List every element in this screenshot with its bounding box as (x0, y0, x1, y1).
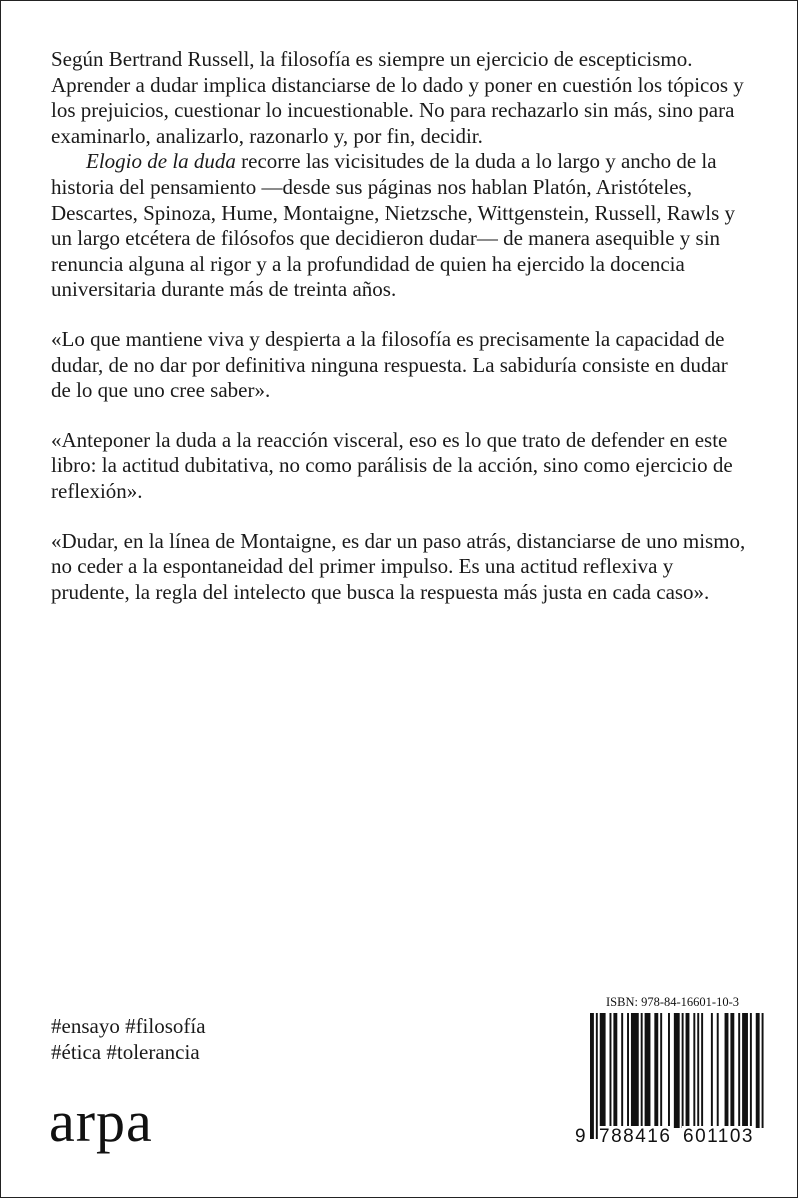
isbn-barcode (574, 995, 768, 1165)
barcode-bar (730, 1013, 734, 1139)
barcode-bar (674, 1013, 680, 1128)
barcode-bar (645, 1013, 651, 1128)
barcode-bar (697, 1013, 699, 1128)
barcode-bar (682, 1013, 684, 1128)
isbn-label: ISBN: 978-84-16601-10-3 (606, 995, 739, 1009)
paragraph-intro: Según Bertrand Russell, la filosofía es siempre un ejercicio de escepticismo. Aprender a dudar implica distanciarse de lo dado y poner en cuestión los tópicos y los prejuicios, cuestionar lo incuestionable. No para rechazarlo sin más, sino para examinarlo, analizarlo, razonarlo y, por fin, decidir. (51, 47, 744, 148)
barcode-bar (631, 1013, 639, 1128)
barcode-bar (738, 1013, 740, 1139)
quote-1: «Lo que mantiene viva y despierta a la filosofía es precisamente la capacidad de dudar, de no dar por definitiva ninguna respuesta. La sabiduría consiste en dudar de lo que uno cree saber». (51, 326, 728, 403)
hashtags (51, 1014, 206, 1065)
ean-digits-right: 601103 (683, 1126, 754, 1147)
paragraph-description-text: recorre las vicisitudes de la duda a lo largo y ancho de la historia del pensamiento —desde sus páginas nos hablan Platón, Aristóteles, Descartes, Spinoza, Hume, Montaigne, Nietzsche, Wittgenstein, Russell, Rawls y un largo etcétera de filósofos que decidieron dudar— de manera asequible y sin renuncia alguna al rigor y a la profundidad de quien ha ejercido la docencia universitaria durante más de treinta años. (51, 149, 736, 302)
ean-digit-first: 9 (575, 1126, 586, 1147)
barcode-bar (750, 1013, 752, 1128)
quote-3: «Dudar, en la línea de Montaigne, es dar un paso atrás, distanciarse de uno mismo, no ceder a la espontaneidad del primer impulso. Es una actitud reflexiva y prudente, la regla del intelecto que busca la respuesta más justa en cada caso». (51, 528, 746, 604)
barcode-bar (711, 1013, 713, 1128)
barcode-bar (762, 1013, 764, 1128)
barcode-bar (660, 1013, 662, 1128)
barcode-bar (596, 1013, 598, 1139)
barcode-bar (756, 1013, 760, 1128)
barcode-bar (627, 1013, 629, 1128)
paragraph-book-description (51, 149, 751, 303)
barcode-bar (701, 1013, 703, 1128)
hashtags-line-2: #ética #tolerancia (51, 1039, 200, 1064)
barcode-bar (668, 1013, 670, 1128)
barcode-bar (621, 1013, 623, 1128)
barcode-bar (600, 1013, 606, 1128)
publisher-logo: arpa (49, 1089, 153, 1154)
quote-2: «Anteponer la duda a la reacción visceral, eso es lo que trato de defender en este libro: la actitud dubitativa, no como parálisis de la acción, sino como ejercicio de reflexión». (51, 427, 733, 503)
barcode-bar (742, 1013, 748, 1128)
barcode-bar (725, 1013, 729, 1139)
barcode-bar (613, 1013, 617, 1128)
blurb-text (51, 47, 751, 605)
book-title: Elogio de la duda (86, 149, 236, 174)
barcode-bar (717, 1013, 719, 1128)
barcode-bar (610, 1013, 612, 1128)
barcode-bar (693, 1013, 695, 1128)
barcode-bar (686, 1013, 690, 1128)
barcode-bar (641, 1013, 643, 1128)
barcode-bar (654, 1013, 658, 1128)
barcode-bar (590, 1013, 594, 1139)
ean-digits-left: 788416 (599, 1126, 672, 1147)
hashtags-line-1: #ensayo #filosofía (51, 1014, 206, 1038)
